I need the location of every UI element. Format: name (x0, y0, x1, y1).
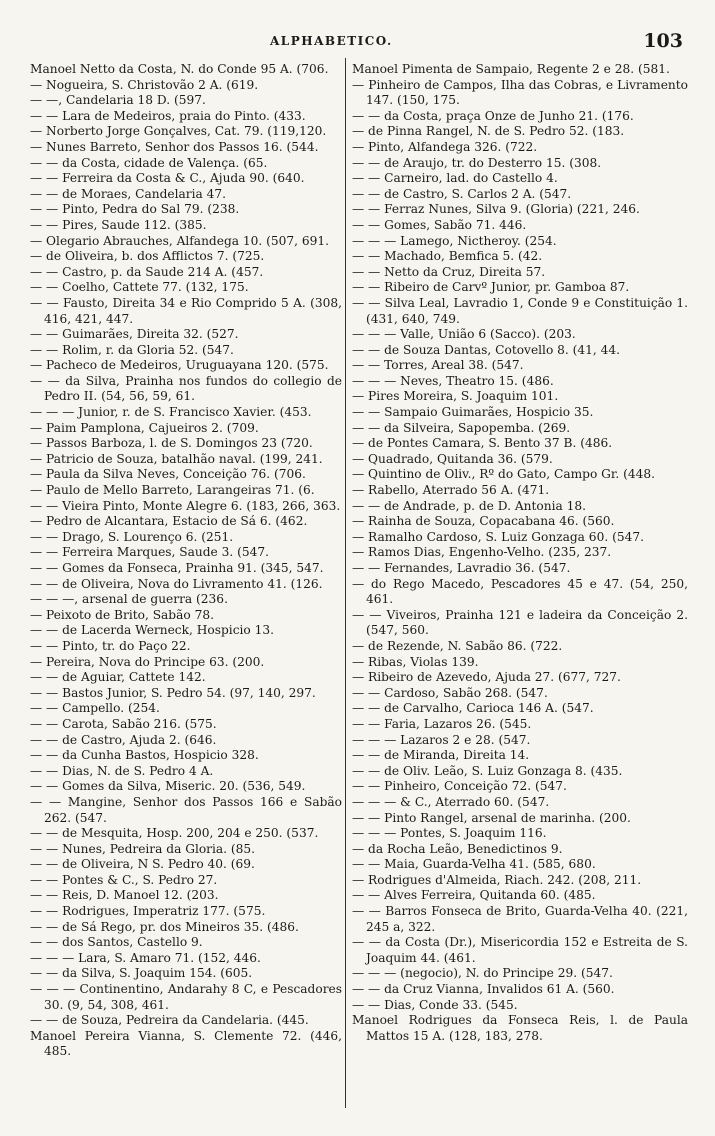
directory-entry: — Peixoto de Brito, Sabão 78. (30, 607, 214, 622)
directory-entry: — — Alves Ferreira, Quitanda 60. (485. (352, 888, 596, 903)
directory-entry: — — — Lara, S. Amaro 71. (152, 446. (30, 950, 261, 965)
column-divider (345, 58, 346, 1108)
directory-entry: — Quintino de Oliv., Rº do Gato, Campo Gr. (448. (352, 467, 656, 482)
directory-entry: — — — Pontes, S. Joaquim 116. (352, 826, 547, 841)
directory-entry: — — — & C., Aterrado 60. (547. (352, 794, 550, 809)
directory-entry: — — Nunes, Pedreira da Gloria. (85. (30, 841, 256, 856)
directory-entry: — Nogueira, S. Christovão 2 A. (619. (30, 77, 259, 92)
directory-entry: — Pereira, Nova do Principe 63. (200. (30, 654, 265, 669)
directory-entry: — Norberto Jorge Gonçalves, Cat. 79. (119,120. (30, 124, 327, 139)
directory-entry: — — Cardoso, Sabão 268. (547. (352, 685, 548, 700)
directory-entry: — Olegario Abrauches, Alfandega 10. (507, 691. (30, 233, 330, 248)
directory-entry: — — Pinheiro, Conceição 72. (547. (352, 779, 567, 794)
directory-entry: — — de Andrade, p. de D. Antonia 18. (352, 498, 586, 513)
directory-entry: — — — Continentino, Andarahy 8 C, e Pescadores 30. (9, 54, 308, 461. (30, 982, 342, 1012)
running-title: ALPHABETICO. (270, 34, 393, 48)
directory-entry: — — de Lacerda Werneck, Hospicio 13. (30, 623, 275, 638)
directory-entry: — Paula da Silva Neves, Conceição 76. (706. (30, 467, 306, 482)
directory-entry: — —, Candelaria 18 D. (597. (30, 93, 206, 108)
directory-entry: — — Torres, Areal 38. (547. (352, 358, 524, 373)
directory-entry: — — — (negocio), N. do Principe 29. (547. (352, 966, 613, 981)
directory-entry: — — Netto da Cruz, Direita 57. (352, 264, 546, 279)
directory-entry: — de Rezende, N. Sabão 86. (722. (352, 638, 563, 653)
directory-entry: — Paim Pamplona, Cajueiros 2. (709. (30, 420, 259, 435)
directory-entry: — Rabello, Aterrado 56 A. (471. (352, 483, 550, 498)
directory-entry: — — dos Santos, Castello 9. (30, 935, 203, 950)
directory-entry: — Paulo de Mello Barreto, Larangeiras 71. (6. (30, 483, 315, 498)
directory-entry: — — Faria, Lazaros 26. (545. (352, 716, 532, 731)
directory-entry: — — Ferreira Marques, Saude 3. (547. (30, 545, 270, 560)
directory-entry: — — da Costa (Dr.), Misericordia 152 e Estreita de S. Joaquim 44. (461. (352, 935, 688, 965)
directory-entry: — — Gomes, Sabão 71. 446. (352, 217, 527, 232)
directory-entry: — Nunes Barreto, Senhor dos Passos 16. (544. (30, 139, 319, 154)
directory-entry: — Rodrigues d'Almeida, Riach. 242. (208, 211. (352, 872, 642, 887)
directory-entry: — — Silva Leal, Lavradio 1, Conde 9 e Constituição 1. (431, 640, 749. (352, 295, 688, 326)
directory-entry: — Ribas, Violas 139. (352, 654, 479, 669)
directory-entry: — — Coelho, Cattete 77. (132, 175. (30, 280, 249, 295)
directory-entry: — de Pinna Rangel, N. de S. Pedro 52. (183. (352, 124, 625, 139)
directory-entry: — — Guimarães, Direita 32. (527. (30, 327, 239, 342)
directory-entry: — — Maia, Guarda-Velha 41. (585, 680. (352, 857, 596, 872)
directory-entry: — — de Souza, Pedreira da Candelaria. (445. (30, 1013, 309, 1028)
directory-entry: — — da Cruz Vianna, Invalidos 61 A. (560. (352, 982, 615, 997)
directory-entry: Manoel Pimenta de Sampaio, Regente 2 e 28. (581. (352, 62, 670, 76)
directory-entry: Manoel Netto da Costa, N. do Conde 95 A. (706. (30, 62, 329, 76)
directory-entry: — — Ferreira da Costa & C., Ajuda 90. (640. (30, 171, 305, 186)
directory-entry: — — Carneiro, lad. do Castello 4. (352, 171, 558, 186)
directory-entry: — — Vieira Pinto, Monte Alegre 6. (183, 266, 363. (30, 498, 341, 513)
directory-entry: — — de Mesquita, Hosp. 200, 204 e 250. (537. (30, 826, 319, 841)
directory-entry: — de Pontes Camara, S. Bento 37 B. (486. (352, 436, 613, 451)
directory-entry: — — Pinto, Pedra do Sal 79. (238. (30, 202, 240, 217)
directory-entry: Manoel Pereira Vianna, S. Clemente 72. (446, 485. (30, 1028, 342, 1059)
directory-entry: — — Gomes da Fonseca, Prainha 91. (345, 547. (30, 561, 324, 575)
directory-entry: — — de Carvalho, Carioca 146 A. (547. (352, 701, 594, 716)
directory-entry: — Passos Barboza, l. de S. Domingos 23 (720. (30, 436, 313, 451)
directory-entry: — — Carota, Sabão 216. (575. (30, 716, 217, 731)
directory-entry: — — de Miranda, Direita 14. (352, 748, 530, 763)
directory-entry: — — Drago, S. Lourenço 6. (251. (30, 529, 234, 544)
directory-entry: — — Reis, D. Manoel 12. (203. (30, 888, 219, 903)
directory-entry: — — de Oliveira, Nova do Livramento 41. (126. (30, 576, 323, 591)
directory-entry: — — da Costa, praça Onze de Junho 21. (176. (352, 108, 634, 123)
directory-entry: — Ramos Dias, Engenho-Velho. (235, 237. (352, 545, 612, 560)
directory-entry: — — de Castro, Ajuda 2. (646. (30, 732, 217, 747)
directory-entry: — — —, arsenal de guerra (236. (30, 592, 228, 607)
directory-entry: — — Dias, Conde 33. (545. (352, 997, 518, 1012)
directory-entry: — — Bastos Junior, S. Pedro 54. (97, 140, 297. (30, 685, 316, 700)
directory-entry: — — Machado, Bemfica 5. (42. (352, 249, 543, 264)
directory-entry: — — da Silva, Prainha nos fundos do collegio de Pedro II. (54, 56, 59, 61. (30, 373, 342, 404)
directory-entry: — — Barros Fonseca de Brito, Guarda-Velha 40. (221, 245 a, 322. (352, 904, 688, 934)
directory-entry: — — Pinto Rangel, arsenal de marinha. (200. (352, 810, 631, 825)
directory-entry: — — Lara de Medeiros, praia do Pinto. (433. (30, 108, 306, 123)
directory-entry: — — Mangine, Senhor dos Passos 166 e Sabão 262. (547. (30, 794, 342, 825)
directory-entry: — — de Oliveira, N S. Pedro 40. (69. (30, 857, 255, 872)
directory-entry: — — Pires, Saude 112. (385. (30, 217, 207, 232)
directory-entry: — Pinheiro de Campos, Ilha das Cobras, e Livramento 147. (150, 175. (352, 77, 688, 108)
directory-entry: — — — Neves, Theatro 15. (486. (352, 373, 554, 388)
directory-entry: — — Rodrigues, Imperatriz 177. (575. (30, 904, 266, 919)
directory-entry: — — — Junior, r. de S. Francisco Xavier. (453. (30, 405, 312, 420)
directory-entry: — — Dias, N. de S. Pedro 4 A. (30, 763, 214, 778)
directory-entry: — Pinto, Alfandega 326. (722. (352, 139, 538, 154)
directory-entry: — da Rocha Leão, Benedictinos 9. (352, 841, 563, 856)
directory-entry: — — de Sá Rego, pr. dos Mineiros 35. (486. (30, 919, 299, 934)
directory-entry: — — de Moraes, Candelaria 47. (30, 186, 226, 201)
directory-entry: — — — Lamego, Nictheroy. (254. (352, 233, 557, 248)
directory-entry: — Pedro de Alcantara, Estacio de Sá 6. (462. (30, 514, 308, 529)
directory-entry: — — — Valle, União 6 (Sacco). (203. (352, 327, 576, 342)
directory-entry: — — — Lazaros 2 e 28. (547. (352, 732, 531, 747)
directory-entry: — — da Silveira, Sapopemba. (269. (352, 420, 571, 435)
directory-entry: — do Rego Macedo, Pescadores 45 e 47. (54, 250, 461. (352, 576, 688, 607)
directory-entry: — — Campello. (254. (30, 701, 160, 716)
directory-entry: — Rainha de Souza, Copacabana 46. (560. (352, 514, 615, 529)
directory-entry: — Pires Moreira, S. Joaquim 101. (352, 389, 559, 404)
directory-entry: — — Viveiros, Prainha 121 e ladeira da Conceição 2. (547, 560. (352, 607, 688, 638)
directory-entry: — de Oliveira, b. dos Afflictos 7. (725. (30, 249, 265, 264)
directory-entry: — — de Castro, S. Carlos 2 A. (547. (352, 186, 572, 201)
directory-entry: — — Fernandes, Lavradio 36. (547. (352, 561, 571, 575)
directory-entry: — Ramalho Cardoso, S. Luiz Gonzaga 60. (547. (352, 529, 644, 544)
page-number: 103 (643, 30, 683, 52)
directory-entry: — Ribeiro de Azevedo, Ajuda 27. (677, 727. (352, 670, 621, 685)
right-column (352, 62, 688, 1044)
directory-entry: Manoel Rodrigues da Fonseca Reis, l. de Paula Mattos 15 A. (128, 183, 278. (352, 1013, 688, 1043)
directory-entry: — — Pontes & C., S. Pedro 27. (30, 872, 218, 887)
directory-entry: — — Sampaio Guimarães, Hospicio 35. (352, 405, 594, 420)
directory-entry: — — de Souza Dantas, Cotovello 8. (41, 44. (352, 342, 621, 357)
directory-entry: — — Ferraz Nunes, Silva 9. (Gloria) (221, 246. (352, 202, 640, 217)
directory-entry: — — Rolim, r. da Gloria 52. (547. (30, 342, 234, 357)
directory-entry: — Pacheco de Medeiros, Uruguayana 120. (575. (30, 358, 329, 373)
page-header (0, 30, 715, 54)
directory-entry: — Patricio de Souza, batalhão naval. (199, 241. (30, 451, 323, 466)
directory-entry: — — da Cunha Bastos, Hospicio 328. (30, 748, 259, 763)
directory-entry: — — de Aguiar, Cattete 142. (30, 670, 206, 685)
directory-entry: — — da Costa, cidade de Valença. (65. (30, 155, 268, 170)
directory-entry: — Quadrado, Quitanda 36. (579. (352, 451, 553, 466)
directory-entry: — — Castro, p. da Saude 214 A. (457. (30, 264, 264, 279)
directory-entry: — — de Oliv. Leão, S. Luiz Gonzaga 8. (435. (352, 763, 623, 778)
directory-entry: — — Ribeiro de Carvº Junior, pr. Gamboa 87. (352, 280, 630, 295)
directory-entry: — — Pinto, tr. do Paço 22. (30, 638, 191, 653)
directory-entry: — — Fausto, Direita 34 e Rio Comprido 5 A. (308, 416, 421, 447. (30, 295, 342, 326)
directory-entry: — — Gomes da Silva, Miseric. 20. (536, 549. (30, 779, 306, 794)
left-column (30, 62, 342, 1060)
directory-entry: — — de Araujo, tr. do Desterro 15. (308. (352, 155, 602, 170)
directory-entry: — — da Silva, S. Joaquim 154. (605. (30, 966, 253, 981)
